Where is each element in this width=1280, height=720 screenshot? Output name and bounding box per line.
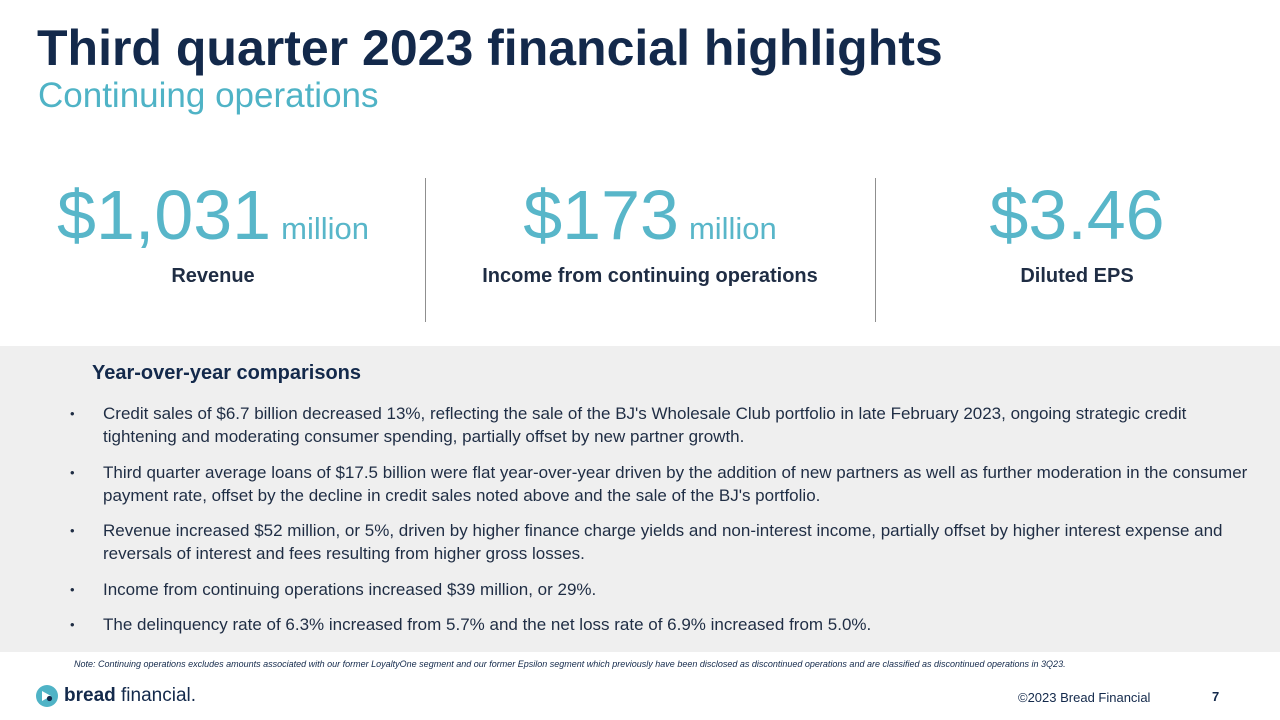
- metric-label: Diluted EPS: [1020, 265, 1134, 287]
- metric-eps: [867, 175, 1280, 288]
- list-item: [70, 461, 1250, 507]
- list-item: [70, 578, 1250, 601]
- metric-value: $3.46: [989, 176, 1165, 254]
- metric-value: $1,031: [57, 176, 272, 254]
- metric-value-row: [440, 175, 860, 255]
- bullet-icon: •: [70, 617, 75, 632]
- list-item: [70, 402, 1250, 448]
- comparisons-list: [70, 402, 1250, 649]
- list-item: [70, 613, 1250, 636]
- bullet-icon: •: [70, 464, 75, 480]
- metric-unit: million: [281, 211, 369, 246]
- metric-label: Income from continuing operations: [482, 265, 818, 287]
- list-item-text: Income from continuing operations increased $39 million, or 29%.: [103, 579, 597, 599]
- metric-revenue: [3, 175, 423, 288]
- list-item: [70, 519, 1250, 565]
- bullet-icon: •: [70, 406, 75, 421]
- list-item-text: Credit sales of $6.7 billion decreased 13%, reflecting the sale of the BJ's Wholesale Club portfolio in late February 2023, ongoing strategic credit tightening and moderating consumer spending, partially offset by new partner growth.: [103, 404, 1187, 446]
- metric-value-row: [3, 175, 423, 255]
- bread-financial-logo: [36, 684, 196, 708]
- list-item-text: Revenue increased $52 million, or 5%, driven by higher finance charge yields and non-interest income, partially offset by higher interest expense and reversals of interest and fees resulting from higher gross losses.: [103, 521, 1223, 563]
- footnote: Note: Continuing operations excludes amounts associated with our former LoyaltyOne segment and our former Epsilon segment which previously have been disclosed as discontinued operations and are classified as discontinued operations in 3Q23.: [74, 659, 1066, 669]
- metric-unit: million: [688, 211, 777, 246]
- metric-value-row: [867, 175, 1280, 255]
- bullet-icon: •: [70, 581, 75, 597]
- page-subtitle: Continuing operations: [38, 76, 379, 115]
- list-item-text: Third quarter average loans of $17.5 billion were flat year-over-year driven by the addition of new partners as well as further moderation in the consumer payment rate, offset by the decline in credit sales noted above and the sale of the BJ's portfolio.: [103, 462, 1248, 505]
- logo-text-bold: bread: [64, 685, 116, 706]
- page-number: 7: [1212, 689, 1220, 704]
- logo-text-light: financial.: [121, 685, 197, 706]
- logo-text: [64, 684, 196, 708]
- comparisons-heading: Year-over-year comparisons: [92, 362, 362, 384]
- metric-label: Revenue: [171, 265, 255, 287]
- list-item-text: The delinquency rate of 6.3% increased from 5.7% and the net loss rate of 6.9% increased from 5.0%.: [103, 615, 872, 634]
- metric-income: [440, 175, 860, 288]
- bread-logo-icon: [36, 685, 58, 707]
- metric-divider: [425, 178, 426, 322]
- copyright: ©2023 Bread Financial: [1018, 690, 1151, 705]
- bullet-icon: •: [70, 523, 75, 538]
- page-title: Third quarter 2023 financial highlights: [37, 20, 943, 76]
- metric-value: $173: [523, 176, 679, 254]
